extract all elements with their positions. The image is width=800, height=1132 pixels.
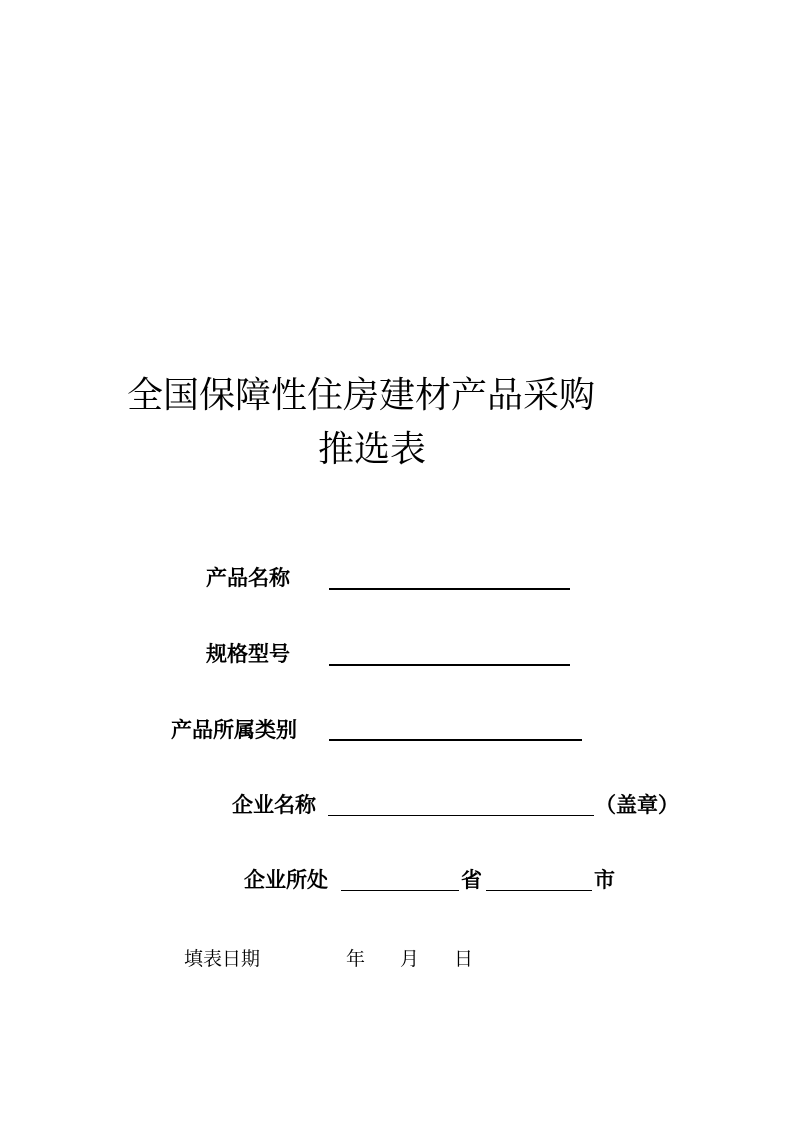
date-month: 月 [400,948,420,970]
date-year: 年 [346,948,366,970]
city-label: 市 [594,868,615,892]
spec-model-line[interactable] [329,664,570,666]
company-name-line[interactable] [328,815,594,816]
product-category-label: 产品所属类别 [171,718,297,742]
date-label: 填表日期 [184,948,261,970]
product-category-line[interactable] [329,739,582,741]
date-day: 日 [454,948,474,970]
company-name-label: 企业名称 [232,793,316,817]
product-name-label: 产品名称 [206,566,290,590]
company-location-label: 企业所处 [244,868,328,892]
province-line[interactable] [341,890,459,891]
title-line-1: 全国保障性住房建材产品采购 [127,375,596,416]
province-label: 省 [461,868,482,892]
city-line[interactable] [486,890,592,891]
spec-model-label: 规格型号 [206,642,290,666]
seal-note: （盖章） [595,793,679,817]
product-name-line[interactable] [329,588,570,590]
title-line-2: 推选表 [318,429,427,470]
